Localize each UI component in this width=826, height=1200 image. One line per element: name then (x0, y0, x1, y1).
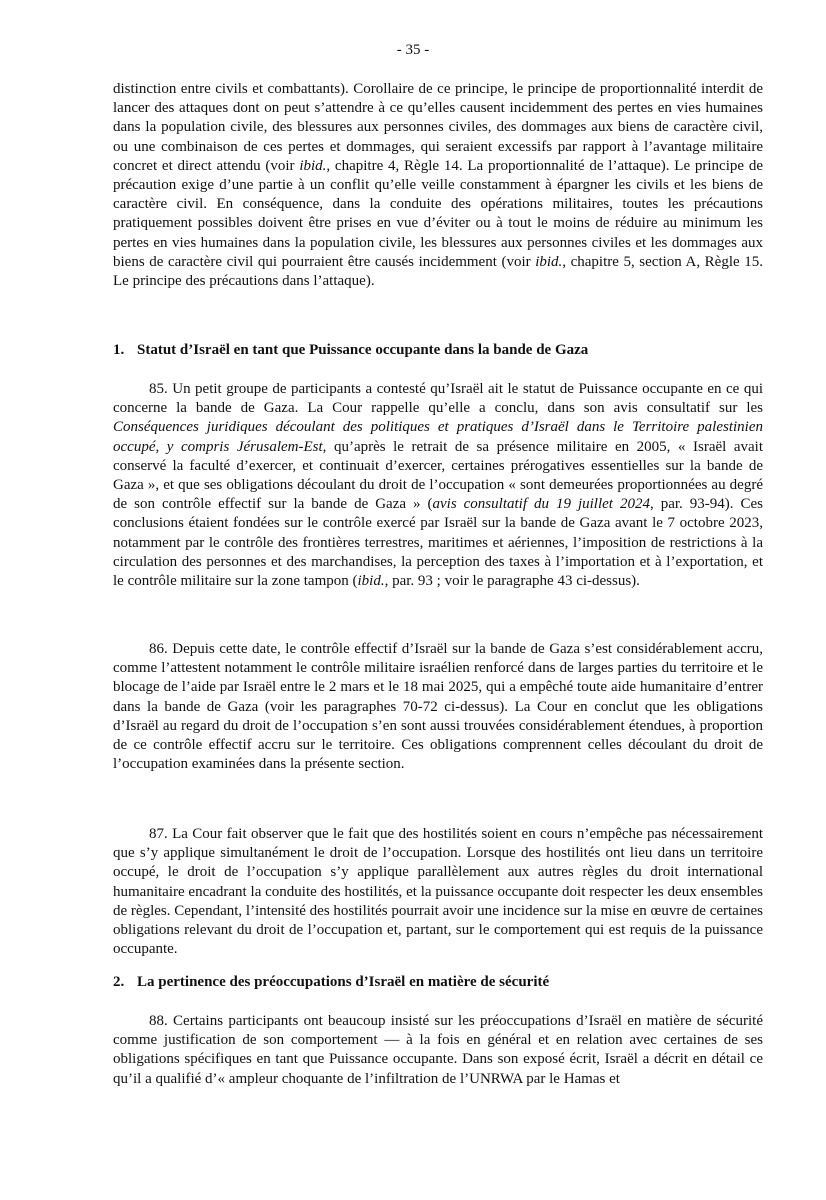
section-heading-1 (113, 341, 763, 360)
text-run: , par. 93 ; voir le paragraphe 43 ci-dessus). (384, 573, 640, 590)
paragraph-88: 88. Certains participants ont beaucoup insisté sur les préoccupations d’Israël en matière de sécurité comme justification de son comportement — à la fois en général et en relation avec certaines de ses obligations spécifiques en tant que Puissance occupante. Dans son exposé écrit, Israël a décrit en détail ce qu’il a qualifié d’« ampleur choquante de l’infiltration de l’UNRWA par le Hamas et (113, 1013, 763, 1087)
section-number: 1. (113, 342, 125, 358)
text-run: , par. 93-94). Ces conclusions étaient fondées sur le contrôle exercé par Israël sur la bande de Gaza avant le 7 octobre 2023, notamment par le contrôle des frontières terrestres, maritimes et aériennes, l’imposition de restrictions à la circulation des personnes et des marchandises, la perception des taxes à l’importation et à l’exportation, et le contrôle militaire sur la zone tampon ( (113, 496, 763, 590)
section-title: La pertinence des préoccupations d’Israël en matière de sécurité (137, 974, 550, 990)
text-run-italic: ibid. (357, 573, 385, 590)
page-number: - 35 - (396, 42, 430, 58)
text-run-italic: ibid. (299, 157, 327, 174)
text-run: , chapitre 5, section A, Règle 15. Le principe des précautions dans l’attaque). (113, 253, 763, 290)
section-number: 2. (113, 974, 125, 990)
text-run-italic: avis consultatif du 19 juillet 2024 (432, 496, 650, 513)
intro-paragraph (113, 80, 763, 291)
section-title: Statut d’Israël en tant que Puissance occupante dans la bande de Gaza (137, 342, 589, 358)
text-run-italic: Conséquences juridiques découlant des politiques et pratiques d’Israël dans le Territoire palestinien occupé, y compris Jérusalem-Est (113, 419, 763, 455)
paragraph-85 (113, 380, 763, 591)
section-heading-2 (113, 973, 763, 992)
paragraph-87: 87. La Cour fait observer que le fait que des hostilités soient en cours n’empêche pas nécessairement que s’y applique simultanément le droit de l’occupation. Lorsque des hostilités ont lieu dans un territoire occupé, le droit de l’occupation s’y applique parallèlement aux autres règles du droit international humanitaire encadrant la conduite des hostilités, et la puissance occupante doit respecter les deux ensembles de règles. Cependant, l’intensité des hostilités pourrait avoir une incidence sur la mise en œuvre de certaines obligations relevant du droit de l’occupation et, partant, sur le comportement qui est requis de la puissance occupante. (113, 826, 763, 958)
paragraph-86: 86. Depuis cette date, le contrôle effectif d’Israël sur la bande de Gaza s’est considérablement accru, comme l’attestent notamment le contrôle militaire israélien renforcé dans de larges parties du territoire et le blocage de l’aide par Israël entre le 2 mars et le 18 mai 2025, qui a empêché toute aide humanitaire d’entrer dans la bande de Gaza (voir les paragraphes 70-72 ci-dessus). La Cour en conclut que les obligations d’Israël au regard du droit de l’occupation s’en sont aussi trouvées considérablement étendues, à proportion de ce contrôle effectif accru sur le territoire. Ces obligations comprennent celles découlant du droit de l’occupation examinées dans la présente section. (113, 641, 763, 773)
text-run: distinction entre civils et combattants). Corollaire de ce principe, le principe de proportionnalité interdit de lancer des attaques dont on peut s’attendre à ce qu’elles causent incidemment des pertes en vies humaines dans la population civile, des blessures aux personnes civiles, des dommages aux biens de caractère civil, ou une combinaison de ces pertes et dommages, qui seraient excessifs par rapport à l’avantage militaire concret et direct attendu (voir (113, 81, 763, 174)
text-run-italic: ibid. (535, 253, 563, 270)
text-run: , qu’après le retrait de sa présence militaire en 2005, « Israël avait conservé la faculté d’exercer, et continuait d’exercer, certaines prérogatives essentielles sur la bande de Gaza », et que ses obligations découlant du droit de l’occupation « sont demeurées proportionnées au degré de son contrôle effectif sur la bande de Gaza » ( (113, 438, 763, 513)
text-run: 85. Un petit groupe de participants a contesté qu’Israël ait le statut de Puissance occupante en ce qui concerne la bande de Gaza. La Cour rappelle qu’elle a conclu, dans son avis consultatif sur les (113, 381, 763, 417)
text-run: , chapitre 4, Règle 14. La proportionnalité de l’attaque). Le principe de précaution exige d’une partie à un conflit qu’elle veille constamment à épargner les civils et les biens de caractère civil. En conséquence, dans la conduite des opérations militaires, toutes les précautions pratiquement possibles doivent être prises en vue d’éviter ou à tout le moins de réduire au minimum les pertes en vies humaines dans la population civile, les blessures aux personnes civiles et les dommages aux biens de caractère civil qui pourraient être causés incidemment (voir (113, 157, 763, 270)
